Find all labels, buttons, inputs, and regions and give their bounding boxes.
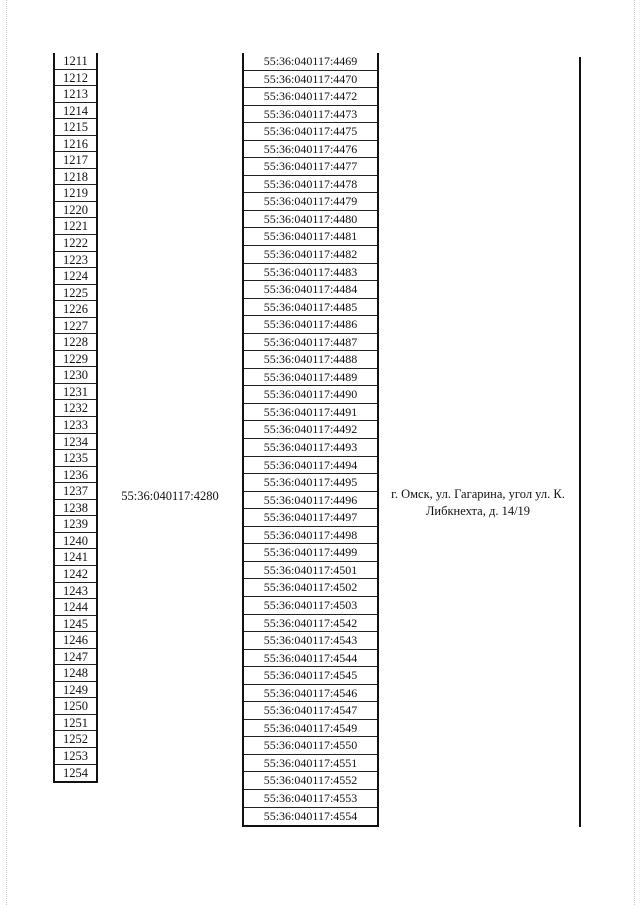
cadastral-number-cell: 55:36:040117:4552: [244, 772, 377, 790]
cadastral-number-cell: 55:36:040117:4494: [244, 457, 377, 475]
cadastral-number-cell: 55:36:040117:4499: [244, 544, 377, 562]
row-number-cell: 1229: [55, 351, 96, 368]
row-number-cell: 1242: [55, 566, 96, 583]
row-number-column: [53, 53, 98, 783]
cadastral-number-cell: 55:36:040117:4478: [244, 176, 377, 194]
row-number-cell: 1245: [55, 616, 96, 633]
address-line-2: Либкнехта, д. 14/19: [425, 504, 531, 518]
cadastral-number-cell: 55:36:040117:4498: [244, 527, 377, 545]
row-number-cell: 1218: [55, 169, 96, 186]
row-number-cell: 1254: [63, 765, 88, 780]
cadastral-number-cell: 55:36:040117:4554: [263, 808, 358, 823]
cadastral-number-cell: 55:36:040117:4484: [244, 281, 377, 299]
row-number-cell: 1217: [55, 152, 96, 169]
row-number-cell: 1249: [55, 682, 96, 699]
row-number-cell: 1225: [55, 285, 96, 302]
cadastral-number-cell: 55:36:040117:4497: [244, 509, 377, 527]
cadastral-number-cell: 55:36:040117:4491: [244, 404, 377, 422]
cadastral-number-cell: 55:36:040117:4492: [244, 421, 377, 439]
row-number-cell: 1223: [55, 252, 96, 269]
cadastral-number-cell: 55:36:040117:4553: [244, 790, 377, 808]
row-number-cell: 1235: [55, 450, 96, 467]
cadastral-number-cell: 55:36:040117:4489: [244, 369, 377, 387]
cadastral-number-cell: 55:36:040117:4477: [244, 158, 377, 176]
cadastral-number-cell: 55:36:040117:4546: [244, 685, 377, 703]
row-number-cell: 1238: [55, 500, 96, 517]
cadastral-number-cell: 55:36:040117:4503: [244, 597, 377, 615]
cadastral-number-cell: 55:36:040117:4550: [244, 737, 377, 755]
cadastral-number-column: [242, 53, 379, 827]
cadastral-number-cell: 55:36:040117:4501: [244, 562, 377, 580]
row-number-cell: 1244: [55, 599, 96, 616]
row-number-cell: 1231: [55, 384, 96, 401]
row-number-cell: 1226: [55, 301, 96, 318]
row-number-cell: 1240: [55, 533, 96, 550]
row-number-cell: 1230: [55, 367, 96, 384]
cadastral-number-cell: 55:36:040117:4479: [244, 193, 377, 211]
cadastral-number-cell: 55:36:040117:4490: [244, 386, 377, 404]
row-number-cell: 1243: [55, 583, 96, 600]
row-number-cell: 1246: [55, 632, 96, 649]
row-number-cell: 1227: [55, 318, 96, 335]
cadastral-number-cell: 55:36:040117:4542: [244, 615, 377, 633]
parent-cadastral-number: 55:36:040117:4280: [121, 489, 219, 503]
cadastral-number-cell: 55:36:040117:4469: [244, 53, 377, 71]
cadastral-number-cell: 55:36:040117:4543: [244, 632, 377, 650]
row-number-cell: 1239: [55, 516, 96, 533]
cadastral-number-cell: 55:36:040117:4488: [244, 351, 377, 369]
row-number-cell: 1234: [55, 434, 96, 451]
cadastral-number-cell: 55:36:040117:4549: [244, 720, 377, 738]
cadastral-number-cell: 55:36:040117:4485: [244, 299, 377, 317]
row-number-cell: 1247: [55, 649, 96, 666]
row-number-cell: 1251: [55, 715, 96, 732]
scan-edge-left: [6, 0, 7, 905]
row-number-cell: 1221: [55, 218, 96, 235]
row-number-cell: 1220: [55, 202, 96, 219]
cadastral-number-cell: 55:36:040117:4544: [244, 650, 377, 668]
cadastral-number-cell: 55:36:040117:4487: [244, 334, 377, 352]
address-line-1: г. Омск, ул. Гагарина, угол ул. К.: [391, 487, 565, 501]
scan-edge-right: [634, 0, 635, 905]
row-number-cell: 1236: [55, 467, 96, 484]
cadastral-number-cell: 55:36:040117:4475: [244, 123, 377, 141]
row-number-cell: 1233: [55, 417, 96, 434]
cadastral-number-cell: 55:36:040117:4551: [244, 755, 377, 773]
cadastral-number-cell: 55:36:040117:4547: [244, 702, 377, 720]
row-number-cell: 1219: [55, 185, 96, 202]
cadastral-number-cell: 55:36:040117:4470: [244, 71, 377, 89]
row-number-cell: 1228: [55, 334, 96, 351]
cadastral-number-cell: 55:36:040117:4483: [244, 264, 377, 282]
row-number-cell: 1212: [55, 70, 96, 87]
cadastral-number-cell: 55:36:040117:4472: [244, 88, 377, 106]
cadastral-number-cell: 55:36:040117:4480: [244, 211, 377, 229]
row-number-cell: 1252: [55, 731, 96, 748]
cadastral-number-cell: 55:36:040117:4496: [244, 492, 377, 510]
row-number-cell: 1224: [55, 268, 96, 285]
cadastral-number-cell: 55:36:040117:4502: [244, 579, 377, 597]
row-number-cell: 1253: [55, 748, 96, 765]
cadastral-number-cell: 55:36:040117:4482: [244, 246, 377, 264]
cadastral-number-cell: 55:36:040117:4473: [244, 106, 377, 124]
row-number-cell: 1241: [55, 549, 96, 566]
row-number-cell: 1222: [55, 235, 96, 252]
table-right-border: [579, 57, 581, 827]
cadastral-number-cell: 55:36:040117:4545: [244, 667, 377, 685]
row-number-cell: 1215: [55, 119, 96, 136]
cadastral-number-cell: 55:36:040117:4486: [244, 316, 377, 334]
row-number-cell: 1232: [55, 400, 96, 417]
row-number-cell: 1211: [55, 53, 96, 70]
row-number-cell: 1216: [55, 136, 96, 153]
cadastral-number-cell: 55:36:040117:4493: [244, 439, 377, 457]
row-number-cell: 1237: [55, 483, 96, 500]
row-number-cell: 1248: [55, 665, 96, 682]
address-cell: [383, 486, 573, 520]
row-number-cell: 1213: [55, 86, 96, 103]
row-number-cell: 1250: [55, 698, 96, 715]
cadastral-number-cell: 55:36:040117:4481: [244, 228, 377, 246]
cadastral-number-cell: 55:36:040117:4495: [244, 474, 377, 492]
row-number-cell: 1214: [55, 103, 96, 120]
cadastral-number-cell: 55:36:040117:4476: [244, 141, 377, 159]
